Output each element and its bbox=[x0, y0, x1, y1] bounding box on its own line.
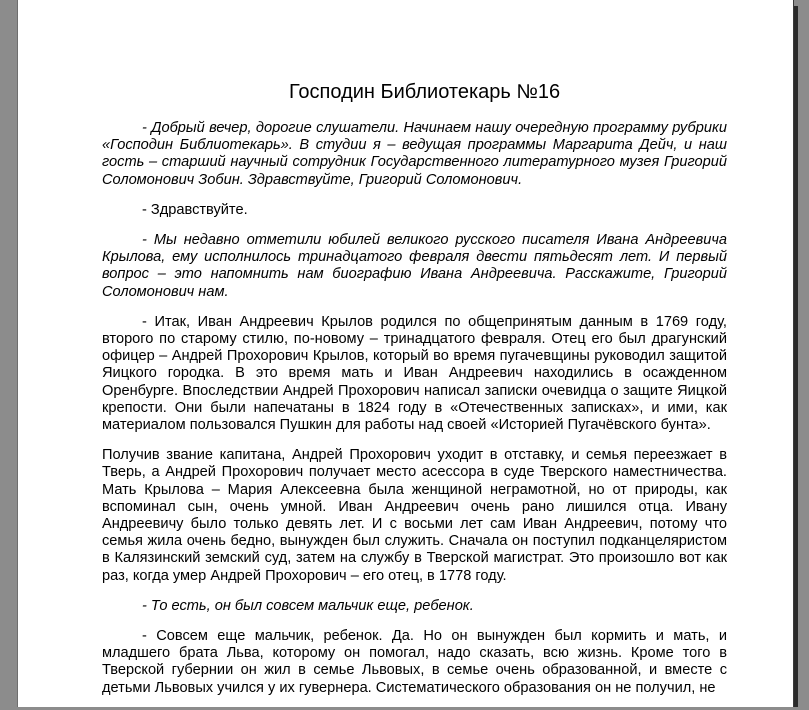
paragraph-1: - Добрый вечер, дорогие слушатели. Начинаем нашу очередную программу рубрики «Господин Библиотекарь». В студии я – ведущая программы Маргарита Дейч, и наш гость – старший научный сотрудник Государственного литературного музея Григорий Соломонович Зобин. Здравствуйте, Григорий Соломонович. bbox=[102, 120, 727, 188]
paragraph-3: - Мы недавно отметили юбилей великого русского писателя Ивана Андреевича Крылова, ему исполнилось тринадцатого февраля двести пятьдесят лет. И первый вопрос – это напомнить нам биографию Ивана Андреевича. Расскажите, Григорий Соломонович нам. bbox=[102, 232, 727, 300]
document-body bbox=[102, 80, 727, 710]
page-title: Господин Библиотекарь №16 bbox=[288, 81, 561, 103]
paragraph-5: Получив звание капитана, Андрей Прохорович уходит в отставку, и семья переезжает в Тверь, а Андрей Прохорович получает место асессора в суде Тверского наместничества. Мать Крылова – Мария Алексеевна была женщиной неграмотной, но от природы, как вспоминал сын, очень умной. Иван Андреевич очень рано лишился отца. Ивану Андреевичу было только девять лет. И с восьми лет сам Иван Андреевич, потому что семья жила очень бедно, вынужден был служить. Сначала он поступил подканцеляристом в Калязинский земский суд, затем на службу в Тверской магистрат. Это произошло вот как раз, когда умер Андрей Прохорович – его отец, в 1778 году. bbox=[102, 447, 727, 584]
paragraph-6: - То есть, он был совсем мальчик еще, ребенок. bbox=[142, 597, 474, 614]
paragraph-2: - Здравствуйте. bbox=[142, 201, 248, 218]
paragraph-4: - Итак, Иван Андреевич Крылов родился по общепринятым данным в 1769 году, второго по старому стилю, по-новому – тринадцатого февраля. Отец его был драгунский офицер – Андрей Прохорович Крылов, который во время пугачевщины руководил защитой Яицкого городка. В это время мать и Иван Андреевич находились в осажденном Оренбурге. Впоследствии Андрей Прохорович написал записки очевидца о защите Яицкой крепости. Они были напечатаны в 1824 году в «Отечественных записках», и ими, как материалом пользовался Пушкин для работы над своей «Историей Пугачёвского бунта». bbox=[102, 313, 727, 434]
page-shadow bbox=[794, 6, 798, 707]
paragraph-7: - Совсем еще мальчик, ребенок. Да. Но он вынужден был кормить и мать, и младшего брата Льва, которому он помогал, надо сказать, всю жизнь. Кроме того в Тверской губернии он жил в семье Львовых, в семье очень образованной, и вместе с детьми Львовых учился у их гувернера. Систематического образования он не получил, не bbox=[102, 628, 727, 696]
